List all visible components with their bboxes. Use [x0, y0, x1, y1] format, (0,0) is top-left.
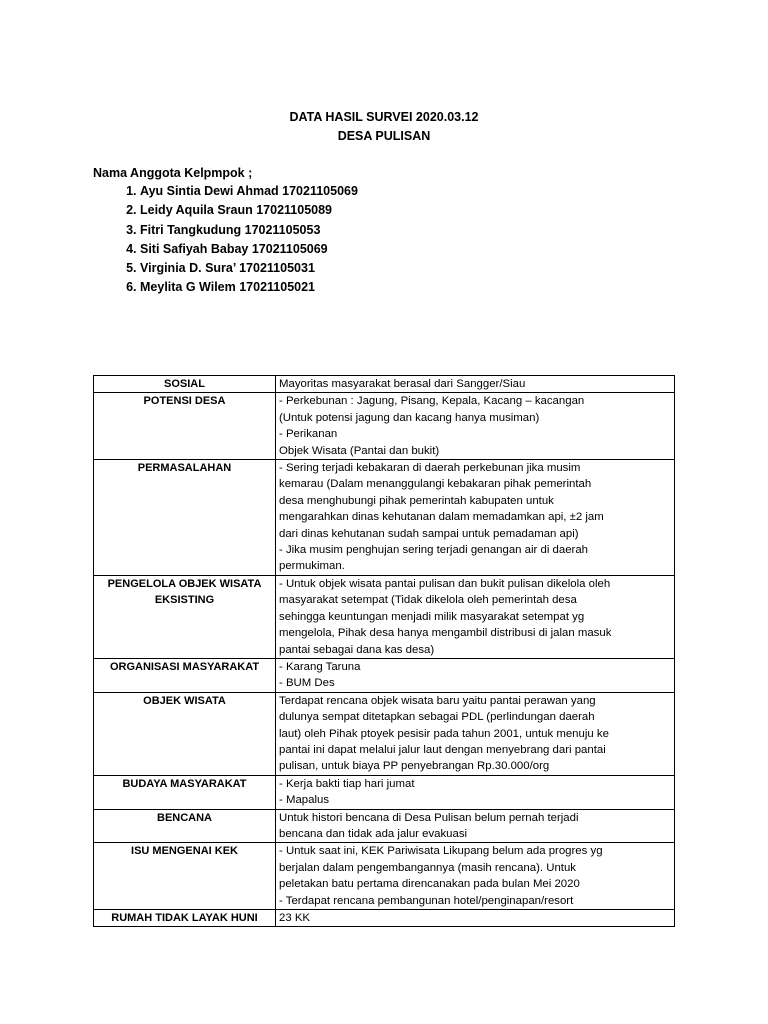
description-line: mengelola, Pihak desa hanya mengambil distribusi di jalan masuk: [279, 627, 612, 640]
description-line: - Karang Taruna: [279, 660, 361, 673]
table-row: [94, 575, 675, 658]
table-row: [94, 692, 675, 775]
description-line: Mayoritas masyarakat berasal dari Sangger/Siau: [279, 378, 526, 390]
row-category: SOSIAL: [94, 376, 276, 393]
row-category: OBJEK WISATA: [94, 692, 276, 775]
survey-table: [93, 375, 675, 927]
table-row: [94, 809, 675, 843]
description-line: - Terdapat rencana pembangunan hotel/penginapan/resort: [279, 894, 574, 907]
table-row: [94, 910, 675, 927]
document-subtitle: DESA PULISAN: [337, 129, 431, 143]
description-line: 23 KK: [279, 912, 311, 924]
description-line: pulisan, untuk biaya PP penyebrangan Rp.30.000/org: [279, 760, 550, 773]
table-row: [94, 460, 675, 576]
description-line: - Mapalus: [279, 794, 330, 807]
row-description: [276, 393, 675, 460]
row-category: BENCANA: [94, 809, 276, 843]
table-row: [94, 376, 675, 393]
document-title: DATA HASIL SURVEI 2020.03.12: [289, 110, 479, 124]
member-item: 3. Fitri Tangkudung 17021105053: [140, 221, 358, 240]
member-item: 5. Virginia D. Sura’ 17021105031: [140, 259, 358, 278]
table-row: [94, 393, 675, 460]
table-row: [94, 843, 675, 910]
description-line: Terdapat rencana objek wisata baru yaitu pantai perawan yang: [279, 694, 596, 707]
description-line: dari dinas kehutanan sudah sampai untuk pemadaman api): [279, 527, 579, 540]
table-row: [94, 775, 675, 809]
row-category: ORGANISASI MASYARAKAT: [94, 658, 276, 692]
description-line: berjalan dalam pengembangannya (masih rencana). Untuk: [279, 861, 576, 874]
row-description: [276, 910, 675, 927]
row-category: PENGELOLA OBJEK WISATA EKSISTING: [94, 575, 276, 658]
description-line: permukiman.: [279, 560, 345, 573]
description-line: - Untuk saat ini, KEK Pariwisata Likupang belum ada progres yg: [279, 845, 603, 858]
row-description: [276, 843, 675, 910]
description-line: kemarau (Dalam menanggulangi kebakaran pihak pemerintah: [279, 478, 592, 491]
row-category: BUDAYA MASYARAKAT: [94, 775, 276, 809]
description-line: bencana dan tidak ada jalur evakuasi: [279, 827, 468, 840]
description-line: desa menghubungi pihak pemerintah kabupaten untuk: [279, 494, 554, 507]
row-category: RUMAH TIDAK LAYAK HUNI: [94, 910, 276, 927]
description-line: - Perikanan: [279, 428, 338, 441]
row-description: [276, 658, 675, 692]
description-line: - BUM Des: [279, 677, 335, 690]
description-line: - Perkebunan : Jagung, Pisang, Kepala, Kacang – kacangan: [279, 395, 585, 408]
description-line: - Sering terjadi kebakaran di daerah perkebunan jika musim: [279, 462, 581, 475]
description-line: pantai ini dapat melalui jalur laut dengan menyebrang dari pantai: [279, 743, 606, 756]
description-line: (Untuk potensi jagung dan kacang hanya musiman): [279, 411, 540, 424]
description-line: sehingga keuntungan menjadi milik masyarakat setempat yg: [279, 610, 585, 623]
member-item: 1. Ayu Sintia Dewi Ahmad 17021105069: [140, 182, 358, 201]
description-line: mengarahkan dinas kehutanan dalam memadamkan api, ±2 jam: [279, 511, 604, 524]
description-line: laut) oleh Pihak ptoyek pesisir pada tahun 2001, untuk menuju ke: [279, 727, 609, 740]
description-line: Objek Wisata (Pantai dan bukit): [279, 444, 440, 457]
description-line: - Untuk objek wisata pantai pulisan dan bukit pulisan dikelola oleh: [279, 577, 611, 590]
description-line: dulunya sempat ditetapkan sebagai PDL (perlindungan daerah: [279, 711, 595, 724]
row-description: [276, 775, 675, 809]
description-line: peletakan batu pertama direncanakan pada bulan Mei 2020: [279, 878, 580, 891]
members-heading: Nama Anggota Kelpmpok ;: [93, 166, 253, 180]
row-description: [276, 376, 675, 393]
row-description: [276, 809, 675, 843]
row-category: POTENSI DESA: [94, 393, 276, 460]
row-description: [276, 460, 675, 576]
description-line: Untuk histori bencana di Desa Pulisan belum pernah terjadi: [279, 811, 579, 824]
description-line: pantai sebagai dana kas desa): [279, 643, 435, 656]
row-description: [276, 575, 675, 658]
row-category: PERMASALAHAN: [94, 460, 276, 576]
description-line: masyarakat setempat (Tidak dikelola oleh pemerintah desa: [279, 594, 577, 607]
row-category: ISU MENGENAI KEK: [94, 843, 276, 910]
member-item: 4. Siti Safiyah Babay 17021105069: [140, 240, 358, 259]
description-line: - Kerja bakti tiap hari jumat: [279, 777, 415, 790]
table-row: [94, 658, 675, 692]
description-line: - Jika musim penghujan sering terjadi genangan air di daerah: [279, 544, 588, 557]
row-description: [276, 692, 675, 775]
member-item: 6. Meylita G Wilem 17021105021: [140, 278, 358, 297]
members-list: [110, 182, 358, 298]
member-item: 2. Leidy Aquila Sraun 17021105089: [140, 201, 358, 220]
